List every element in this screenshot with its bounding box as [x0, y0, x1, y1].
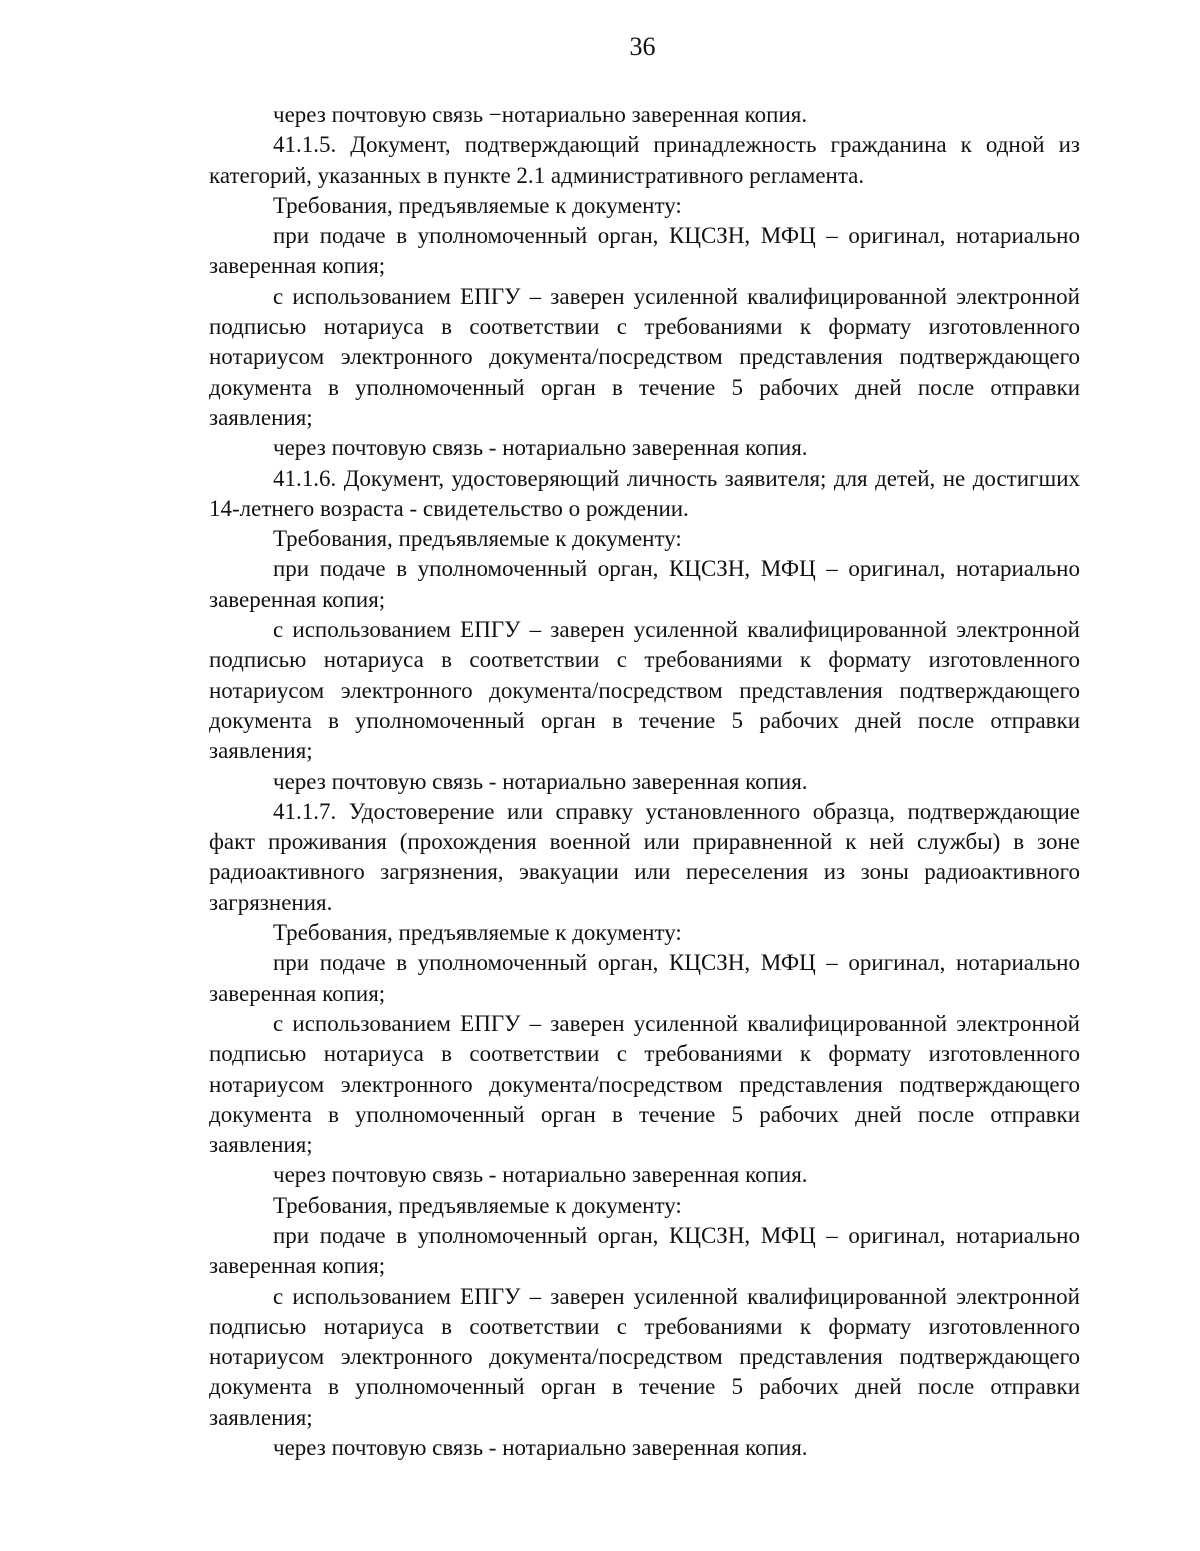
paragraph-mail-copy: через почтовую связь - нотариально заверенная копия.: [273, 435, 808, 461]
paragraph-section-41-1-6: 41.1.6. Документ, удостоверяющий личность заявителя; для детей, не достигших 14-летнего возраста - свидетельство о рождении.: [209, 465, 1080, 521]
paragraph-requirements-heading: Требования, предъявляемые к документу:: [273, 192, 682, 218]
page-number: 36: [629, 32, 656, 61]
paragraph-section-41-1-7: 41.1.7. Удостоверение или справку установленного образца, подтверждающие факт проживания (прохождения военной или приравненной к ней службы) в зоне радиоактивного загрязнения, эвакуации или переселения из зоны радиоактивного загрязнения.: [209, 798, 1080, 915]
paragraph-requirements-heading: Требования, предъявляемые к документу:: [273, 526, 682, 552]
paragraph-mail-copy: через почтовую связь - нотариально заверенная копия.: [273, 768, 808, 794]
paragraph-epgu-signature: с использованием ЕПГУ – заверен усиленной квалифицированной электронной подписью нотариуса в соответствии с требованиями к формату изготовленного нотариусом электронного документа/посредством представления подтверждающего документа в уполномоченный орган в течение 5 рабочих дней после отправки заявления;: [209, 1010, 1080, 1158]
paragraph-epgu-signature: с использованием ЕПГУ – заверен усиленной квалифицированной электронной подписью нотариуса в соответствии с требованиями к формату изготовленного нотариусом электронного документа/посредством представления подтверждающего документа в уполномоченный орган в течение 5 рабочих дней после отправки заявления;: [209, 1283, 1080, 1430]
paragraph-mail-copy: через почтовую связь −нотариально заверенная копия.: [273, 102, 808, 127]
document-body: [209, 100, 1080, 1463]
paragraph-submission-original: при подаче в уполномоченный орган, КЦСЗН, МФЦ – оригинал, нотариально заверенная копия;: [209, 556, 1080, 612]
paragraph-submission-original: при подаче в уполномоченный орган, КЦСЗН, МФЦ – оригинал, нотариально заверенная копия;: [209, 950, 1080, 1006]
paragraph-mail-copy: через почтовую связь - нотариально заверенная копия.: [273, 1435, 808, 1461]
paragraph-requirements-heading: Требования, предъявляемые к документу:: [273, 1192, 682, 1218]
paragraph-submission-original: при подаче в уполномоченный орган, КЦСЗН, МФЦ – оригинал, нотариально заверенная копия;: [209, 1222, 1080, 1279]
paragraph-requirements-heading: Требования, предъявляемые к документу:: [273, 920, 682, 946]
paragraph-epgu-signature: с использованием ЕПГУ – заверен усиленной квалифицированной электронной подписью нотариуса в соответствии с требованиями к формату изготовленного нотариусом электронного документа/посредством представления подтверждающего документа в уполномоченный орган в течение 5 рабочих дней после отправки заявления;: [209, 617, 1080, 764]
paragraph-mail-copy: через почтовую связь - нотариально заверенная копия.: [273, 1162, 808, 1188]
paragraph-section-41-1-5: 41.1.5. Документ, подтверждающий принадлежность гражданина к одной из категорий, указанных в пункте 2.1 административного регламента.: [209, 132, 1080, 188]
paragraph-submission-original: при подаче в уполномоченный орган, КЦСЗН, МФЦ – оригинал, нотариально заверенная копия;: [209, 223, 1080, 279]
paragraph-epgu-signature: с использованием ЕПГУ – заверен усиленной квалифицированной электронной подписью нотариуса в соответствии с требованиями к формату изготовленного нотариусом электронного документа/посредством представления подтверждающего документа в уполномоченный орган в течение 5 рабочих дней после отправки заявления;: [209, 283, 1080, 430]
